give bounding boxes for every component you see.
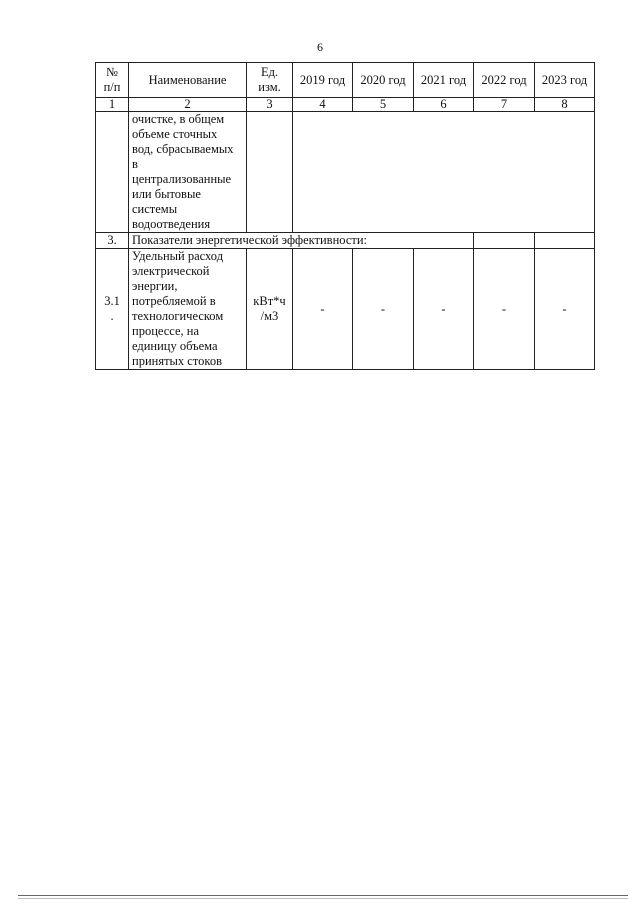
data-value-2022: - [474,249,535,370]
header-2022: 2022 год [474,63,535,98]
continuation-values-cell [293,112,595,233]
bottom-scan-line [18,898,628,899]
col-number: 7 [474,98,535,112]
section-empty-cell [474,233,535,249]
continuation-name: очистке, в общем объеме сточных вод, сбрасываемых в централизованные или бытовые системы водоотведения [129,112,247,233]
col-number: 8 [535,98,595,112]
column-number-row [96,98,595,112]
header-2023: 2023 год [535,63,595,98]
indicators-table [95,62,595,370]
section-row [96,233,595,249]
data-value-2019: - [293,249,353,370]
data-name: Удельный расход электрической энергии, потребляемой в технологическом процессе, на единицу объема принятых стоков [129,249,247,370]
continuation-unit-cell [247,112,293,233]
page-number: 6 [317,40,323,54]
bottom-scan-line [18,895,628,896]
data-num: 3.1 . [96,249,129,370]
header-2021: 2021 год [414,63,474,98]
section-empty-cell [535,233,595,249]
col-number: 1 [96,98,129,112]
continuation-row [96,112,595,233]
header-num: № п/п [96,63,129,98]
header-row [96,63,595,98]
data-row [96,249,595,370]
col-number: 4 [293,98,353,112]
header-name: Наименование [129,63,247,98]
section-num: 3. [96,233,129,249]
col-number: 2 [129,98,247,112]
data-value-2020: - [353,249,414,370]
col-number: 3 [247,98,293,112]
col-number: 6 [414,98,474,112]
header-unit: Ед. изм. [247,63,293,98]
col-number: 5 [353,98,414,112]
data-value-2021: - [414,249,474,370]
section-title: Показатели энергетической эффективности: [129,233,474,249]
data-value-2023: - [535,249,595,370]
continuation-num-cell [96,112,129,233]
data-unit: кВт*ч /м3 [247,249,293,370]
header-2019: 2019 год [293,63,353,98]
header-2020: 2020 год [353,63,414,98]
